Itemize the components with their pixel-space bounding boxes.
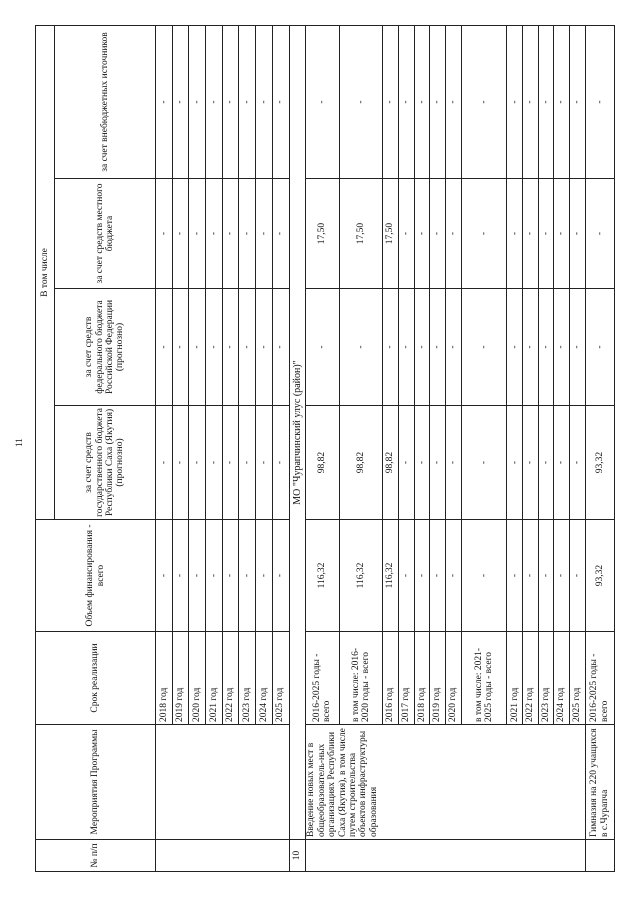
total-cell: 93,32 [585,520,614,632]
financing-table [35,25,615,872]
total-cell: 116,32 [339,520,383,632]
period-cell: 2021 год [206,632,223,725]
extra-cell: - [585,25,614,178]
total-cell: - [507,520,523,632]
extra-cell: - [172,25,189,178]
period-cell: 2016-2025 годы - всего [306,632,339,725]
total-cell: - [445,520,461,632]
period-cell: 2022 год [523,632,539,725]
total-cell: - [461,520,507,632]
total-cell: 116,32 [306,520,339,632]
local-cell: - [206,179,223,289]
table-row [306,25,339,871]
local-cell: - [156,179,173,289]
period-cell: 2020 год [445,632,461,725]
extra-cell: - [222,25,239,178]
header-num: № п/п [36,840,156,872]
period-cell: 2021 год [507,632,523,725]
total-cell: - [430,520,446,632]
total-cell: 116,32 [383,520,399,632]
local-cell: - [554,179,570,289]
regional-cell: - [239,406,256,520]
regional-cell: - [554,406,570,520]
period-cell: 2023 год [538,632,554,725]
event-name: Введение новых мест в общеобразователь-ных организациях Республики Саха (Якутия), в том числе путем строительства объектов инфраструктуры образования [306,725,585,840]
period-cell: 2023 год [239,632,256,725]
local-cell: - [523,179,539,289]
federal-cell: - [538,289,554,406]
federal-cell: - [570,289,586,406]
extra-cell: - [430,25,446,178]
local-cell: - [239,179,256,289]
header-local: за счет средств местного бюджета [55,179,156,289]
local-cell: 17,50 [383,179,399,289]
regional-cell: - [399,406,415,520]
event-name: Гимназия на 220 учащихся в с.Чурапча [585,725,614,840]
period-cell: в том числе: 2016-2020 годы - всего [339,632,383,725]
num-cell [585,840,614,872]
header-federal: за счет средств федерального бюджета Российской Федерации (прогнозно) [55,289,156,406]
extra-cell: - [538,25,554,178]
federal-cell: - [430,289,446,406]
federal-cell: - [554,289,570,406]
federal-cell: - [189,289,206,406]
federal-cell: - [156,289,173,406]
local-cell: - [172,179,189,289]
local-cell: - [272,179,289,289]
federal-cell: - [222,289,239,406]
extra-cell: - [256,25,273,178]
extra-cell: - [206,25,223,178]
table-row [585,25,614,871]
header-row-1 [36,25,55,871]
extra-cell: - [189,25,206,178]
federal-cell: - [306,289,339,406]
period-cell: 2019 год [430,632,446,725]
regional-cell: - [256,406,273,520]
period-cell: 2020 год [189,632,206,725]
local-cell: - [399,179,415,289]
total-cell: - [239,520,256,632]
regional-cell: - [523,406,539,520]
extra-cell: - [399,25,415,178]
section-row [289,25,306,871]
total-cell: - [538,520,554,632]
regional-cell: - [538,406,554,520]
period-cell: 2024 год [554,632,570,725]
num-cell [156,840,290,872]
regional-cell: 98,82 [383,406,399,520]
extra-cell: - [445,25,461,178]
regional-cell: 93,32 [585,406,614,520]
period-cell: 2022 год [222,632,239,725]
period-cell: 2017 год [399,632,415,725]
federal-cell: - [414,289,430,406]
total-cell: - [189,520,206,632]
local-cell: - [222,179,239,289]
federal-cell: - [206,289,223,406]
regional-cell: - [272,406,289,520]
regional-cell: - [430,406,446,520]
period-cell: 2016-2025 годы - всего [585,632,614,725]
federal-cell: - [507,289,523,406]
extra-cell: - [272,25,289,178]
federal-cell: - [172,289,189,406]
federal-cell: - [445,289,461,406]
extra-cell: - [554,25,570,178]
section-num: 10 [289,840,306,872]
local-cell: - [507,179,523,289]
total-cell: - [222,520,239,632]
regional-cell: 98,82 [339,406,383,520]
table-row [156,25,173,871]
event-cell [156,725,290,840]
period-cell: 2018 год [414,632,430,725]
extra-cell: - [339,25,383,178]
regional-cell: - [570,406,586,520]
regional-cell: - [189,406,206,520]
local-cell: - [461,179,507,289]
total-cell: - [414,520,430,632]
header-period: Срок реализации [36,632,156,725]
regional-cell: - [156,406,173,520]
extra-cell: - [507,25,523,178]
period-cell: 2019 год [172,632,189,725]
local-cell: - [189,179,206,289]
local-cell: - [538,179,554,289]
federal-cell: - [585,289,614,406]
header-regional: за счет средств государственного бюджета Республики Саха (Якутия) (прогнозно) [55,406,156,520]
extra-cell: - [461,25,507,178]
regional-cell: - [222,406,239,520]
local-cell: - [585,179,614,289]
regional-cell: - [206,406,223,520]
total-cell: - [272,520,289,632]
total-cell: - [206,520,223,632]
period-cell: в том числе: 2021-2025 годы - всего [461,632,507,725]
extra-cell: - [414,25,430,178]
regional-cell: - [461,406,507,520]
total-cell: - [570,520,586,632]
local-cell: - [570,179,586,289]
table-body [156,25,615,871]
total-cell: - [156,520,173,632]
regional-cell: - [172,406,189,520]
regional-cell: 98,82 [306,406,339,520]
local-cell: 17,50 [339,179,383,289]
regional-cell: - [507,406,523,520]
period-cell: 2018 год [156,632,173,725]
extra-cell: - [570,25,586,178]
federal-cell: - [523,289,539,406]
regional-cell: - [445,406,461,520]
extra-cell: - [306,25,339,178]
total-cell: - [399,520,415,632]
extra-cell: - [156,25,173,178]
federal-cell: - [339,289,383,406]
total-cell: - [256,520,273,632]
federal-cell: - [256,289,273,406]
extra-cell: - [239,25,256,178]
local-cell: 17,50 [306,179,339,289]
period-cell: 2024 год [256,632,273,725]
regional-cell: - [414,406,430,520]
total-cell: - [523,520,539,632]
header-extra: за счет внебюджетных источников [55,25,156,178]
federal-cell: - [399,289,415,406]
federal-cell: - [272,289,289,406]
local-cell: - [414,179,430,289]
local-cell: - [256,179,273,289]
num-cell [306,840,585,872]
header-group: В том числе [36,25,55,519]
federal-cell: - [239,289,256,406]
total-cell: - [554,520,570,632]
rotated-table-container [35,26,615,872]
header-total: Объем финансирования - всего [36,520,156,632]
local-cell: - [445,179,461,289]
period-cell: 2016 год [383,632,399,725]
period-cell: 2025 год [570,632,586,725]
local-cell: - [430,179,446,289]
extra-cell: - [523,25,539,178]
federal-cell: - [461,289,507,406]
total-cell: - [172,520,189,632]
section-title: МО "Чурапчинский улус (район)" [289,25,306,839]
federal-cell: - [383,289,399,406]
extra-cell: - [383,25,399,178]
header-event: Мероприятия Программы [36,725,156,840]
page-number: 11 [14,438,24,447]
period-cell: 2025 год [272,632,289,725]
